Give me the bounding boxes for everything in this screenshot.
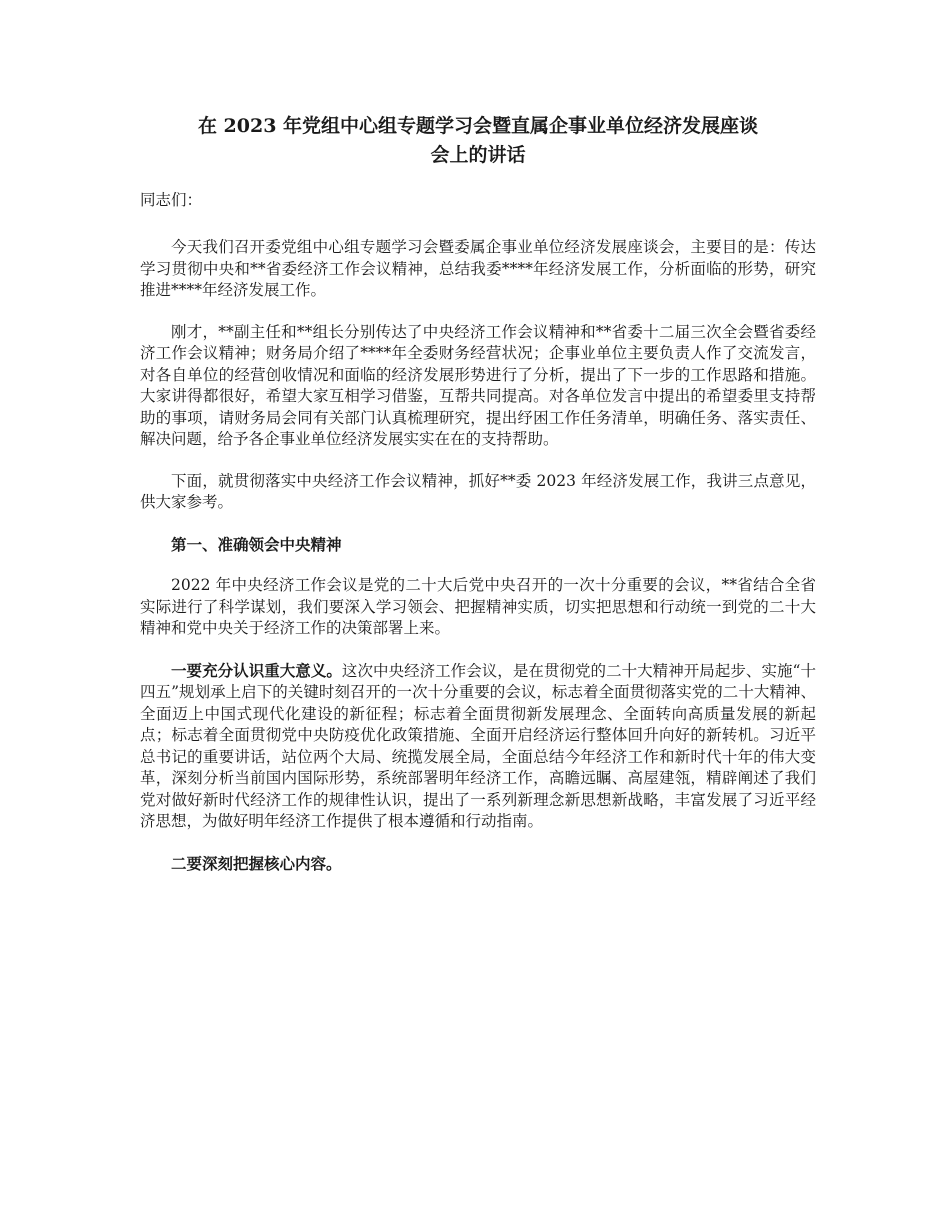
section-1-heading: 第一、准确领会中央精神: [171, 534, 342, 554]
point-1-paragraph: [140, 660, 816, 833]
title-line-1: 在 2023 年党组中心组专题学习会暨直属企事业单位经济发展座谈: [197, 115, 759, 137]
paragraph-outline: 下面，就贯彻落实中央经济工作会议精神，抓好**委 2023 年经济发展工作，我讲三点意见，供大家参考。: [140, 471, 816, 511]
point-1-lead: 一要充分认识重大意义。: [171, 660, 342, 680]
point-2-heading: 二要深刻把握核心内容。: [171, 853, 342, 873]
paragraph-review: 刚才，**副主任和**组长分别传达了中央经济工作会议精神和**省委十二届三次全会暨省委经济工作会议精神；财务局介绍了****年全委财务经营状况；企事业单位主要负责人作了交流发言，对各自单位的经营创收情况和面临的经济发展形势进行了分析，提出了下一步的工作思路和措施。大家讲得都很好，希望大家互相学习借鉴，互帮共同提高。对各单位发言中提出的希望委里支持帮助的事项，请财务局会同有关部门认真梳理研究，提出纾困工作任务清单，明确任务、落实责任、解决问题，给予各企事业单位经济发展实实在在的支持帮助。: [140, 322, 816, 448]
section-1-intro: 2022 年中央经济工作会议是党的二十大后党中央召开的一次十分重要的会议，**省结合全省实际进行了科学谋划，我们要深入学习领会、把握精神实质，切实把思想和行动统一到党的二十大精神和党中央关于经济工作的决策部署上来。: [140, 576, 816, 637]
title-line-2: 会上的讲话: [430, 144, 526, 166]
paragraph-opening: 今天我们召开委党组中心组专题学习会暨委属企事业单位经济发展座谈会，主要目的是：传达学习贯彻中央和**省委经济工作会议精神，总结我委****年经济发展工作，分析面临的形势，研究推进****年经济发展工作。: [140, 238, 816, 299]
point-1-body: 这次中央经济工作会议，是在贯彻党的二十大精神开局起步、实施“十四五”规划承上启下的关键时刻召开的一次十分重要的会议，标志着全面贯彻落实党的二十大精神、全面迈上中国式现代化建设的新征程；标志着全面贯彻新发展理念、全面转向高质量发展的新起点；标志着全面贯彻党中央防疫优化政策措施、全面开启经济运行整体回升向好的新转机。习近平总书记的重要讲话，站位两个大局、统揽发展全局，全面总结今年经济工作和新时代十年的伟大变革，深刻分析当前国内国际形势，系统部署明年经济工作，高瞻远瞩、高屋建瓴，精辟阐述了我们党对做好新时代经济工作的规律性认识，提出了一系列新理念新思想新战略，丰富发展了习近平经济思想，为做好明年经济工作提供了根本遵循和行动指南。: [140, 661, 816, 830]
document-page: [140, 112, 816, 894]
greeting: 同志们：: [140, 191, 203, 209]
document-title: [140, 112, 816, 170]
